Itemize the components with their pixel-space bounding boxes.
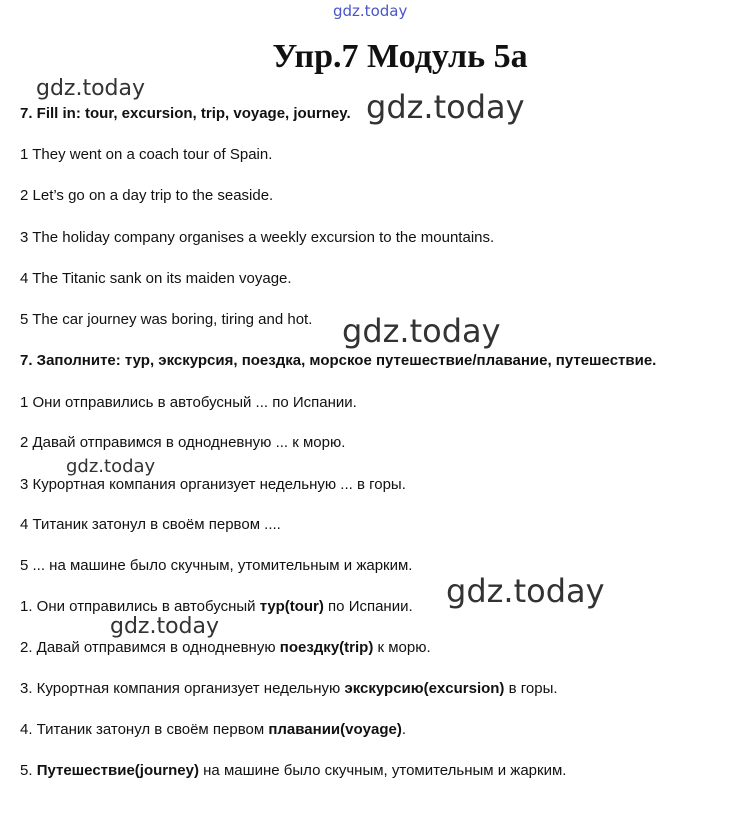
watermark: gdz.today — [66, 456, 156, 477]
answer-word: Путешествие(journey) — [36, 762, 199, 779]
russian-item: 4 Титаник затонул в своём первом .... — [20, 516, 281, 533]
english-heading: 7. Fill in: tour, excursion, trip, voyage, journey. — [20, 105, 351, 122]
answer-word: экскурсию(excursion) — [344, 680, 505, 697]
watermark: gdz.today — [446, 572, 605, 610]
english-item: 3 The holiday company organises a weekly excursion to the mountains. — [20, 229, 495, 246]
watermark: gdz.today — [36, 76, 146, 101]
answer-word: поездку(trip) — [279, 639, 374, 656]
answer-line — [20, 639, 431, 656]
answer-suffix: по Испании. — [323, 598, 413, 615]
answer-prefix: 2. Давай отправимся в однодневную — [20, 639, 280, 656]
english-item: 4 The Titanic sank on its maiden voyage. — [20, 270, 292, 287]
russian-item: 3 Курортная компания организует недельную ... в горы. — [20, 476, 406, 493]
answer-prefix: 1. Они отправились в автобусный — [20, 598, 260, 615]
answer-prefix: 5. — [20, 762, 37, 779]
answer-suffix: на машине было скучным, утомительным и жарким. — [198, 762, 567, 779]
russian-item: 2 Давай отправимся в однодневную ... к морю. — [20, 434, 346, 451]
english-item: 1 They went on a coach tour of Spain. — [20, 146, 273, 163]
answer-suffix: . — [401, 721, 406, 738]
watermark: gdz.today — [366, 88, 525, 126]
russian-item: 5 ... на машине было скучным, утомительным и жарким. — [20, 557, 413, 574]
answer-line — [20, 680, 558, 697]
watermark: gdz.today — [333, 2, 408, 20]
watermark: gdz.today — [342, 312, 501, 350]
answer-line — [20, 721, 406, 738]
answer-word: плавании(voyage) — [268, 721, 402, 738]
answer-line — [20, 762, 566, 779]
answer-word: тур(tour) — [259, 598, 324, 615]
answer-suffix: к морю. — [373, 639, 431, 656]
page-title: Упр.7 Модуль 5а — [272, 38, 528, 75]
russian-heading: 7. Заполните: тур, экскурсия, поездка, морское путешествие/плавание, путешествие. — [20, 352, 657, 369]
english-item: 5 The car journey was boring, tiring and hot. — [20, 311, 313, 328]
answer-prefix: 4. Титаник затонул в своём первом — [20, 721, 269, 738]
answer-prefix: 3. Курортная компания организует недельную — [20, 680, 345, 697]
russian-item: 1 Они отправились в автобусный ... по Испании. — [20, 394, 357, 411]
answer-line — [20, 598, 413, 615]
english-item: 2 Let’s go on a day trip to the seaside. — [20, 187, 274, 204]
watermark: gdz.today — [110, 614, 220, 639]
answer-suffix: в горы. — [504, 680, 558, 697]
